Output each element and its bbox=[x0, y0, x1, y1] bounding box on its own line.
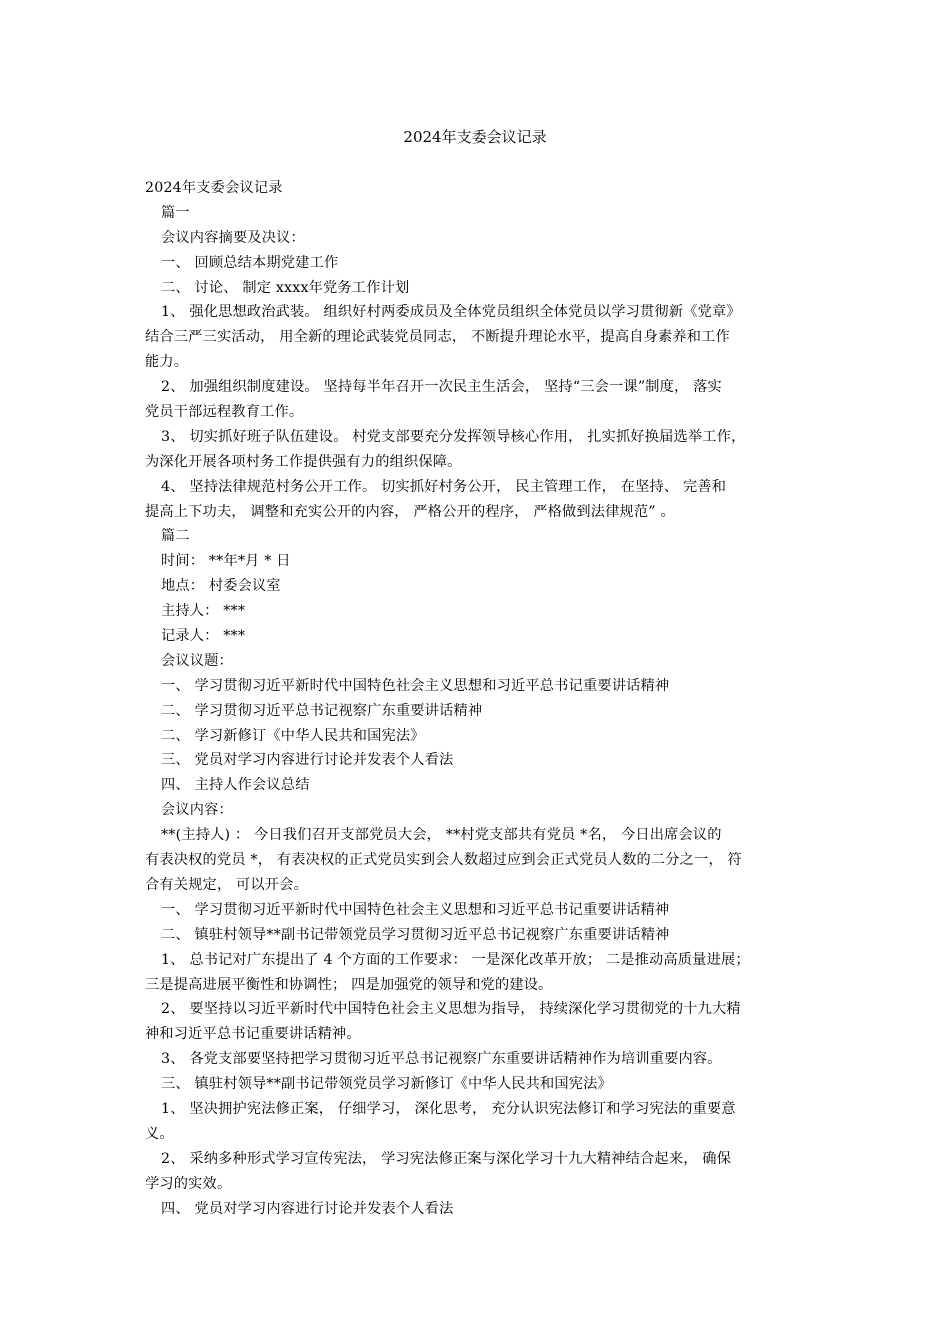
text-line: 会议内容摘要及决议： bbox=[161, 229, 305, 246]
text-line: 神和习近平总书记重要讲话精神。 bbox=[145, 1026, 361, 1043]
text-line: 二、 学习贯彻习近平总书记视察广东重要讲话精神 bbox=[161, 702, 483, 719]
text-line: 主持人： *** bbox=[161, 603, 246, 620]
text-line: 三、 党员对学习内容进行讨论并发表个人看法 bbox=[161, 752, 454, 769]
text-line: 义。 bbox=[145, 1125, 174, 1142]
text-line: 2、 要坚持以习近平新时代中国特色社会主义思想为指导， 持续深化学习贯彻党的十九大精 bbox=[161, 1001, 741, 1018]
page-title: 2024年支委会议记录 bbox=[403, 128, 547, 146]
text-line: 二、 讨论、 制定 xxxx年党务工作计划 bbox=[161, 279, 410, 296]
text-line: 4、 坚持法律规范村务公开工作。 切实抓好村务公开， 民主管理工作， 在坚持、 完善和 bbox=[161, 478, 727, 495]
text-line: 1、 强化思想政治武装。 组织好村两委成员及全体党员组织全体党员以学习贯彻新《党章》 bbox=[161, 304, 741, 321]
text-line: 会议议题： bbox=[161, 652, 233, 669]
text-line: 3、 切实抓好班子队伍建设。 村党支部要充分发挥领导核心作用， 扎实抓好换届选举工作， bbox=[161, 428, 746, 445]
text-line: 时间： **年*月 * 日 bbox=[161, 553, 291, 570]
text-line: 三、 镇驻村领导**副书记带领党员学习新修订《中华人民共和国宪法》 bbox=[161, 1076, 612, 1093]
text-line: 2024年支委会议记录 bbox=[145, 180, 283, 196]
text-line: 地点： 村委会议室 bbox=[161, 578, 281, 595]
text-line: 党员干部远程教育工作。 bbox=[145, 404, 304, 421]
text-line: 2、 加强组织制度建设。 坚持每半年召开一次民主生活会， 坚持“三会一课”制度， 落实 bbox=[161, 379, 722, 396]
text-line: 结合三严三实活动， 用全新的理论武装党员同志， 不断提升理论水平，提高自身素养和工作 bbox=[145, 329, 730, 346]
text-line: 1、 总书记对广东提出了 4 个方面的工作要求： 一是深化改革开放； 二是推动高质量进展； bbox=[161, 951, 750, 968]
text-line: 篇一 bbox=[161, 204, 190, 221]
text-line: 能力。 bbox=[145, 354, 189, 371]
text-line: 篇二 bbox=[161, 528, 190, 545]
text-line: 会议内容： bbox=[161, 802, 233, 819]
text-line: 3、 各党支部要坚持把学习贯彻习近平总书记视察广东重要讲话精神作为培训重要内容。 bbox=[161, 1051, 722, 1068]
text-line: 有表决权的党员 *， 有表决权的正式党员实到会人数超过应到会正式党员人数的二分之一， 符 bbox=[145, 852, 742, 869]
text-line: 二、 学习新修订《中华人民共和国宪法》 bbox=[161, 727, 425, 744]
text-line: **(主持人) ： 今日我们召开支部党员大会， **村党支部共有党员 *名， 今日出席会议的 bbox=[161, 827, 722, 844]
text-line: 一、 回顾总结本期党建工作 bbox=[161, 254, 339, 271]
text-line: 记录人： *** bbox=[161, 628, 246, 645]
text-line: 一、 学习贯彻习近平新时代中国特色社会主义思想和习近平总书记重要讲话精神 bbox=[161, 901, 670, 918]
text-line: 四、 党员对学习内容进行讨论并发表个人看法 bbox=[161, 1200, 454, 1217]
text-line: 1、 坚决拥护宪法修正案， 仔细学习， 深化思考， 充分认识宪法修订和学习宪法的重要意 bbox=[161, 1100, 736, 1117]
text-line: 合有关规定， 可以开会。 bbox=[145, 876, 308, 893]
text-line: 为深化开展各项村务工作提供强有力的组织保障。 bbox=[145, 453, 462, 470]
document-body bbox=[145, 176, 808, 1221]
text-line: 四、 主持人作会议总结 bbox=[161, 777, 310, 794]
text-line: 三是提高进展平衡性和协调性； 四是加强党的领导和党的建设。 bbox=[145, 976, 553, 993]
text-line: 提高上下功夫， 调整和充实公开的内容， 严格公开的程序， 严格做到法律规范” 。 bbox=[145, 503, 675, 520]
text-line: 二、 镇驻村领导**副书记带领党员学习贯彻习近平总书记视察广东重要讲话精神 bbox=[161, 926, 670, 943]
text-line: 一、 学习贯彻习近平新时代中国特色社会主义思想和习近平总书记重要讲话精神 bbox=[161, 677, 670, 694]
text-line: 2、 采纳多种形式学习宣传宪法， 学习宪法修正案与深化学习十九大精神结合起来， 确保 bbox=[161, 1150, 732, 1167]
text-line: 学习的实效。 bbox=[145, 1175, 232, 1192]
